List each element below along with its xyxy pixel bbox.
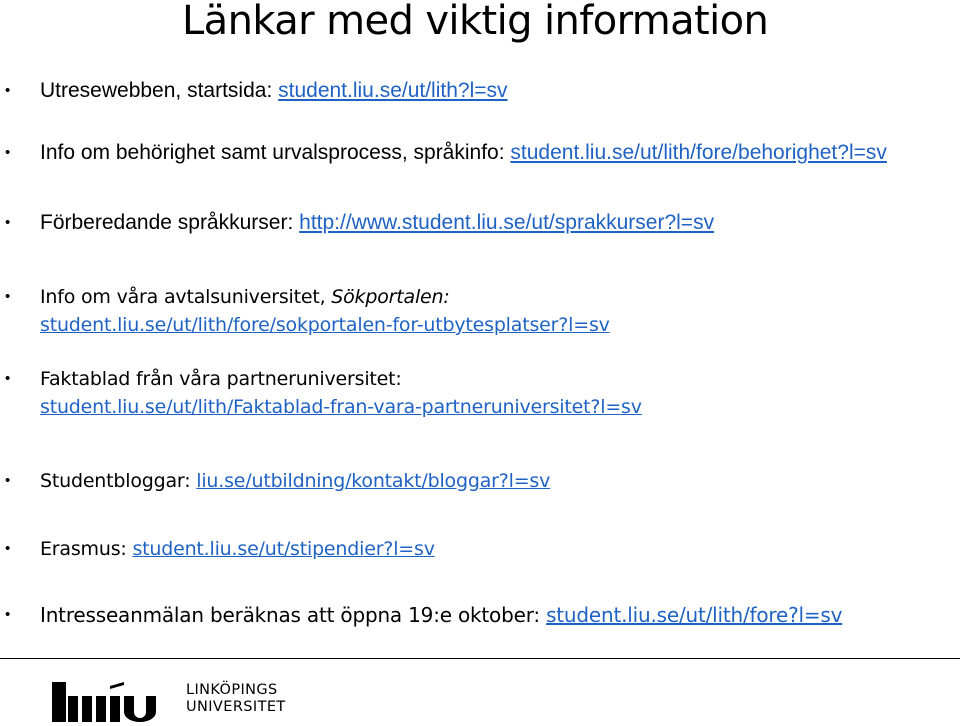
link-utresewebben[interactable]: student.liu.se/ut/lith?l=sv	[278, 79, 508, 102]
link-sokportalen[interactable]: student.liu.se/ut/lith/fore/sokportalen-for-utbytesplatser?l=sv	[40, 314, 610, 336]
link-faktablad[interactable]: student.liu.se/ut/lith/Faktablad-fran-vara-partneruniversitet?l=sv	[40, 396, 642, 418]
link-sprakkurser[interactable]: http://www.student.liu.se/ut/sprakkurser?l=sv	[299, 211, 715, 234]
bullet-icon: •	[5, 606, 11, 623]
item-emphasis: Sökportalen:	[331, 286, 450, 308]
item-label: Info om våra avtalsuniversitet,	[40, 286, 332, 308]
bullet-icon: •	[5, 288, 11, 305]
logo-line2: UNIVERSITET	[186, 699, 286, 715]
page-title: Länkar med viktig information	[182, 0, 769, 44]
logo-line1: LINKÖPINGS	[186, 682, 278, 698]
item-label: Info om behörighet samt urvalsprocess, språkinfo:	[40, 141, 511, 164]
link-erasmus[interactable]: student.liu.se/ut/stipendier?l=sv	[132, 538, 435, 560]
bullet-icon: •	[5, 82, 11, 99]
liu-logo-mark-icon	[52, 682, 182, 722]
item-label: Utresewebben, startsida:	[40, 79, 279, 102]
item-label: Erasmus:	[40, 538, 133, 560]
divider	[0, 658, 960, 659]
item-label: Studentbloggar:	[40, 470, 197, 492]
bullet-icon: •	[5, 370, 11, 387]
bullet-icon: •	[5, 214, 11, 231]
bullet-icon: •	[5, 144, 11, 161]
bullet-icon: •	[5, 540, 11, 557]
item-label: Intresseanmälan beräknas att öppna 19:e oktober:	[40, 603, 547, 627]
link-behorighet[interactable]: student.liu.se/ut/lith/fore/behorighet?l=sv	[510, 141, 887, 164]
bullet-icon: •	[5, 472, 11, 489]
item-label: Faktablad från våra partneruniversitet:	[40, 368, 402, 390]
link-intresseanmalan[interactable]: student.liu.se/ut/lith/fore?l=sv	[546, 603, 843, 627]
item-label: Förberedande språkkurser:	[40, 211, 300, 234]
link-studentbloggar[interactable]: liu.se/utbildning/kontakt/bloggar?l=sv	[196, 470, 551, 492]
liu-logo	[52, 682, 286, 722]
